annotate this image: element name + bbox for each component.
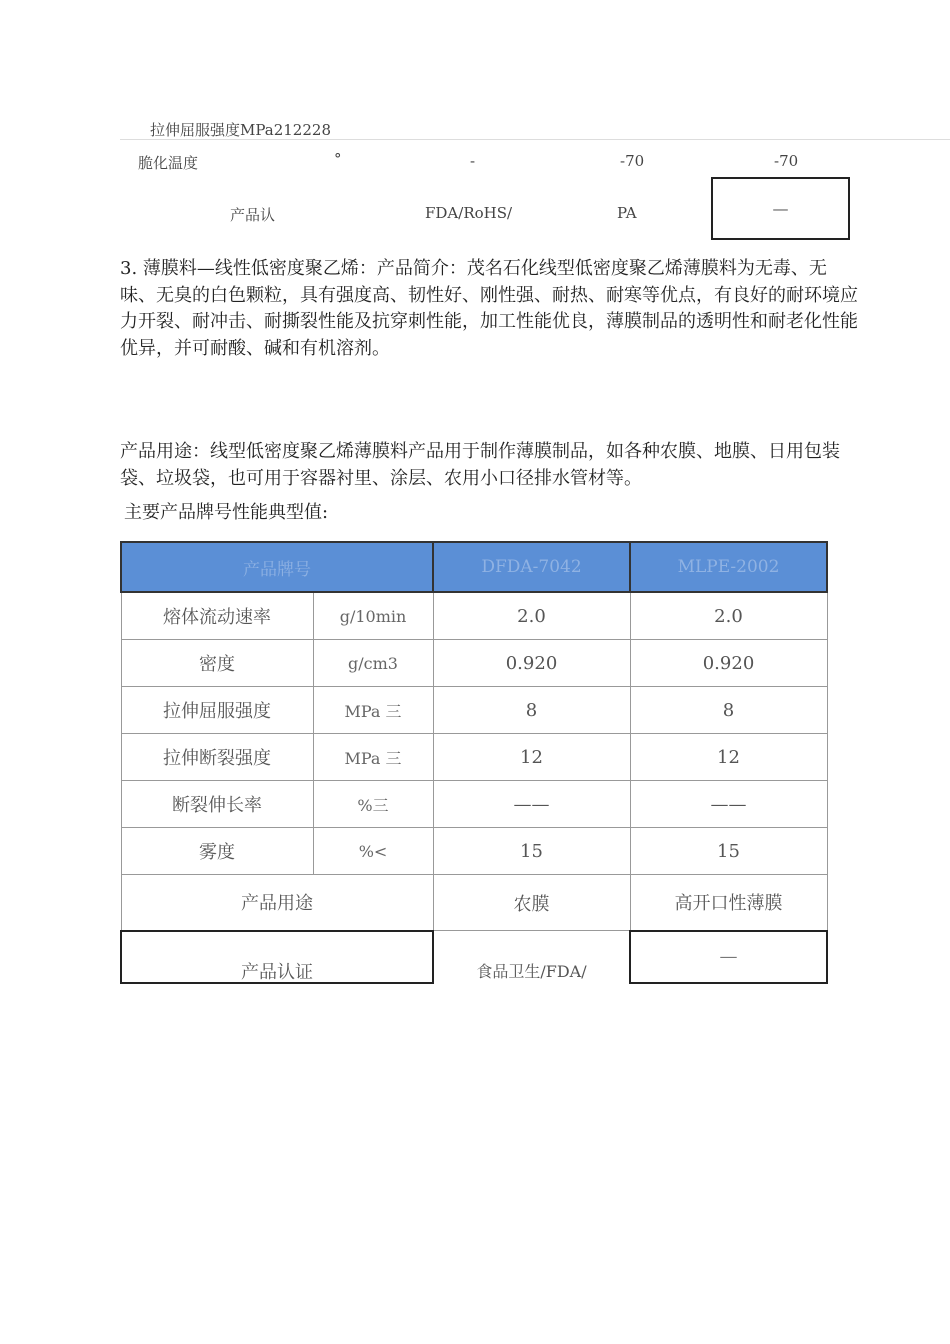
- cert-row-value-1-clip: [434, 959, 629, 981]
- section-3-usage: 产品用途：线型低密度聚乙烯薄膜料产品用于制作薄膜制品，如各种农膜、地膜、日用包装袋、垃圾袋，也可用于容器衬里、涂层、农用小口径排水管材等。: [120, 441, 840, 489]
- row-unit: g/10min: [313, 592, 433, 640]
- row-value-1: 8: [433, 687, 630, 734]
- row-value-2: 0.920: [630, 640, 827, 687]
- cert-row-label-clip: [122, 958, 432, 983]
- cert-row-value-1-cell: [433, 931, 630, 983]
- table-row: [121, 592, 827, 640]
- divider: [120, 139, 950, 140]
- spec-table-header: [121, 542, 827, 592]
- row-value-1: 15: [433, 828, 630, 875]
- cert-value-2: PA: [617, 204, 637, 222]
- table-row: [121, 781, 827, 828]
- header-grade-1: DFDA-7042: [433, 542, 630, 592]
- table-row: [121, 687, 827, 734]
- table-row: [121, 734, 827, 781]
- top-table-row-tensile: 拉伸屈服强度MPa212228: [150, 121, 331, 139]
- top-table-row-cert: [120, 202, 680, 224]
- row-value-1: ——: [433, 781, 630, 828]
- row-value-1: 0.920: [433, 640, 630, 687]
- cert-row-label-cell: [121, 931, 433, 983]
- row-unit: g/cm3: [313, 640, 433, 687]
- table-caption: 主要产品牌号性能典型值:: [124, 502, 329, 523]
- table-caption-wrap: [120, 496, 520, 523]
- row-name: 雾度: [121, 828, 313, 875]
- row-value-2: 2.0: [630, 592, 827, 640]
- brittle-unit: °: [334, 150, 342, 168]
- row-value-2: 12: [630, 734, 827, 781]
- brittle-value-2: -70: [620, 152, 645, 170]
- cert-row-label: 产品认证: [241, 961, 313, 983]
- cert-row-value-1: 食品卫生/FDA/: [476, 961, 587, 981]
- row-unit: MPa 三: [313, 734, 433, 781]
- top-table-row-brittle: [120, 150, 840, 172]
- row-name: 拉伸断裂强度: [121, 734, 313, 781]
- row-name: 密度: [121, 640, 313, 687]
- cert-value-1: FDA/RoHS/: [425, 204, 513, 222]
- header-grade-2: MLPE-2002: [630, 542, 827, 592]
- usage-value-1: 农膜: [433, 875, 630, 931]
- row-value-2: 15: [630, 828, 827, 875]
- usage-value-2: 高开口性薄膜: [630, 875, 827, 931]
- spec-table: [120, 541, 828, 984]
- brittle-label: 脆化温度: [138, 154, 199, 172]
- row-value-2: ——: [630, 781, 827, 828]
- table-row: [121, 828, 827, 875]
- row-unit: %<: [313, 828, 433, 875]
- table-row: [121, 640, 827, 687]
- cert-row-value-2: —: [630, 931, 827, 983]
- row-name: 拉伸屈服强度: [121, 687, 313, 734]
- row-unit: MPa 三: [313, 687, 433, 734]
- header-brand: 产品牌号: [121, 542, 433, 592]
- brittle-value-1: -: [470, 152, 476, 170]
- cert-value-3-box: —: [711, 177, 850, 240]
- usage-row: [121, 875, 827, 931]
- row-value-1: 2.0: [433, 592, 630, 640]
- cert-label: 产品认: [230, 206, 276, 224]
- row-value-1: 12: [433, 734, 630, 781]
- cert-row: [121, 931, 827, 983]
- section-3-intro: 3. 薄膜料—线性低密度聚乙烯：产品简介：茂名石化线型低密度聚乙烯薄膜料为无毒、无味、无臭的白色颗粒，具有强度高、韧性好、刚性强、耐热、耐寒等优点，有良好的耐环境应力开裂、耐冲击、耐撕裂性能及抗穿刺性能，加工性能优良，薄膜制品的透明性和耐老化性能优异，并可耐酸、碱和有机溶剂。: [120, 258, 858, 359]
- brittle-value-3: -70: [774, 152, 799, 170]
- row-unit: %三: [313, 781, 433, 828]
- row-value-2: 8: [630, 687, 827, 734]
- row-name: 熔体流动速率: [121, 592, 313, 640]
- row-name: 断裂伸长率: [121, 781, 313, 828]
- usage-label: 产品用途: [121, 875, 433, 931]
